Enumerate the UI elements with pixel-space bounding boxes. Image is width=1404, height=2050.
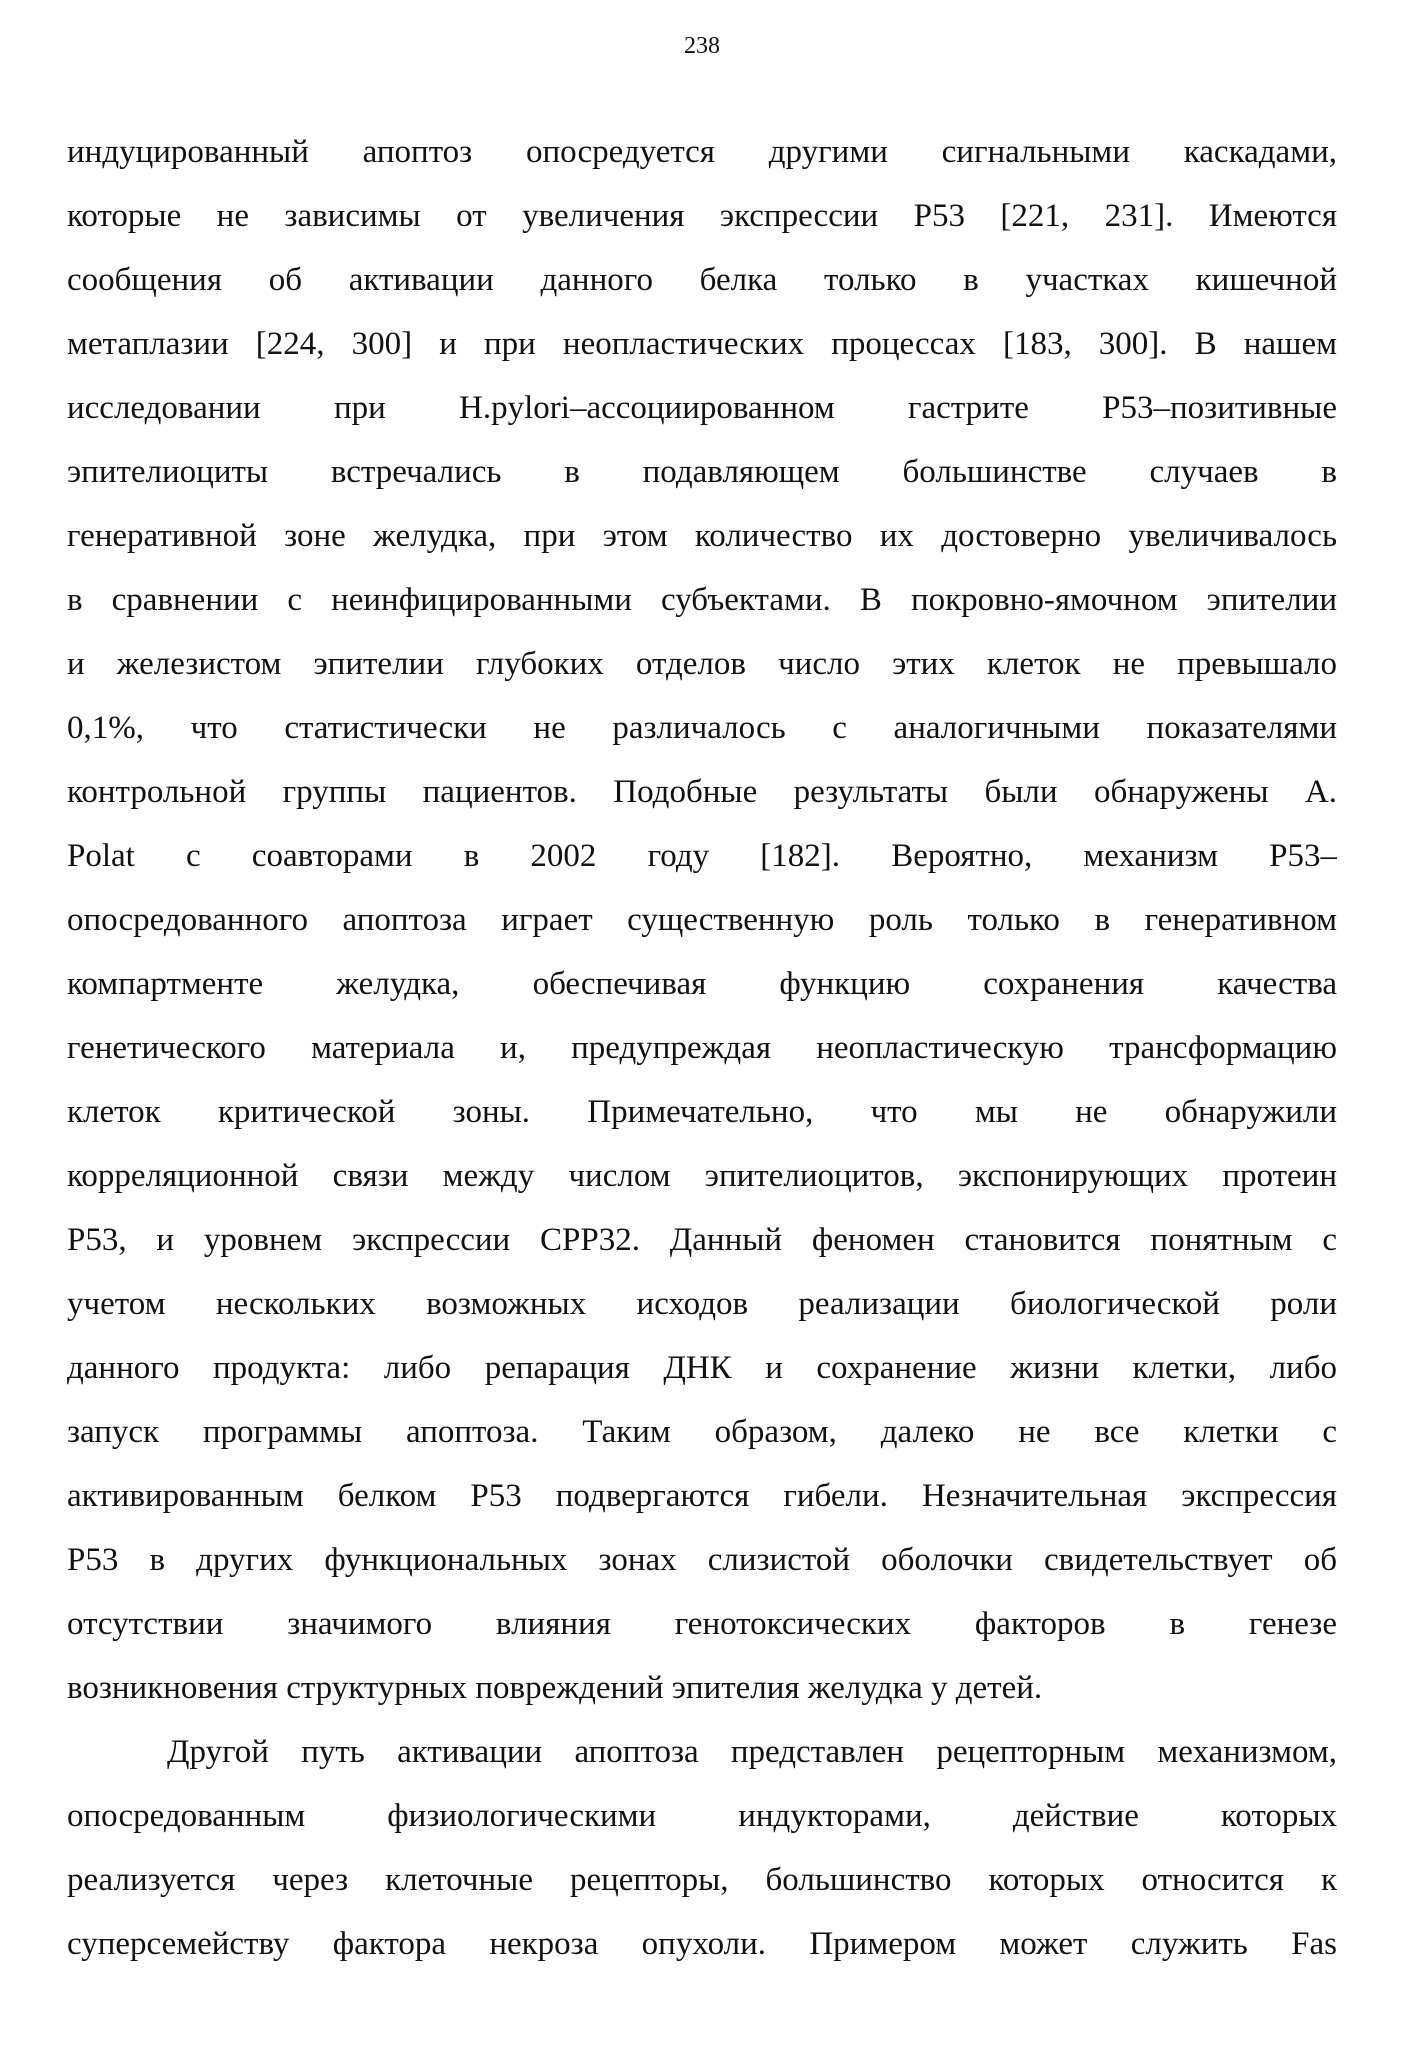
text-line: активированным белком Р53 подвергаются гибели. Незначительная экспрессия [67,1478,1337,1514]
text-line: Р53, и уровнем экспрессии СРР32. Данный феномен становится понятным с [67,1222,1337,1258]
text-line: учетом нескольких возможных исходов реализации биологической роли [67,1286,1337,1322]
text-line: которые не зависимы от увеличения экспрессии Р53 [221, 231]. Имеются [67,198,1337,234]
text-line: корреляционной связи между числом эпителиоцитов, экспонирующих протеин [67,1158,1337,1194]
text-line: данного продукта: либо репарация ДНК и сохранение жизни клетки, либо [67,1350,1337,1386]
text-line: возникновения структурных повреждений эпителия желудка у детей. [67,1670,1043,1706]
text-line: отсутствии значимого влияния генотоксических факторов в генезе [67,1606,1337,1642]
text-line: запуск программы апоптоза. Таким образом, далеко не все клетки с [67,1414,1337,1450]
page-number: 238 [684,33,720,59]
text-line: Polat с соавторами в 2002 году [182]. Вероятно, механизм Р53– [67,838,1337,874]
text-line: клеток критической зоны. Примечательно, что мы не обнаружили [67,1094,1337,1130]
text-line: суперсемейству фактора некроза опухоли. Примером может служить Fas [67,1926,1337,1962]
text-line: опосредованным физиологическими индукторами, действие которых [67,1798,1337,1834]
text-line: и железистом эпителии глубоких отделов число этих клеток не превышало [67,646,1337,682]
text-line: генеративной зоне желудка, при этом количество их достоверно увеличивалось [67,518,1337,554]
text-line: компартменте желудка, обеспечивая функцию сохранения качества [67,966,1337,1002]
text-line: 0,1%, что статистически не различалось с аналогичными показателями [67,710,1337,746]
text-line: генетического материала и, предупреждая неопластическую трансформацию [67,1030,1337,1066]
text-line: индуцированный апоптоз опосредуется другими сигнальными каскадами, [67,134,1337,170]
text-line: контрольной группы пациентов. Подобные результаты были обнаружены А. [67,774,1337,810]
text-line: реализуется через клеточные рецепторы, большинство которых относится к [67,1862,1337,1898]
text-line: эпителиоциты встречались в подавляющем большинстве случаев в [67,454,1337,490]
paragraph-2 [67,1720,1337,1976]
text-line: Р53 в других функциональных зонах слизистой оболочки свидетельствует об [67,1542,1337,1578]
text-line: в сравнении с неинфицированными субъектами. В покровно-ямочном эпителии [67,582,1337,618]
text-line: метаплазии [224, 300] и при неопластических процессах [183, 300]. В нашем [67,326,1337,362]
text-line: исследовании при H.pylori–ассоциированном гастрите Р53–позитивные [67,390,1337,426]
paragraph-1 [67,120,1337,1720]
document-body [67,120,1337,1976]
text-line: Другой путь активации апоптоза представлен рецепторным механизмом, [167,1734,1337,1770]
text-line: опосредованного апоптоза играет существенную роль только в генеративном [67,902,1337,938]
text-line: сообщения об активации данного белка только в участках кишечной [67,262,1337,298]
